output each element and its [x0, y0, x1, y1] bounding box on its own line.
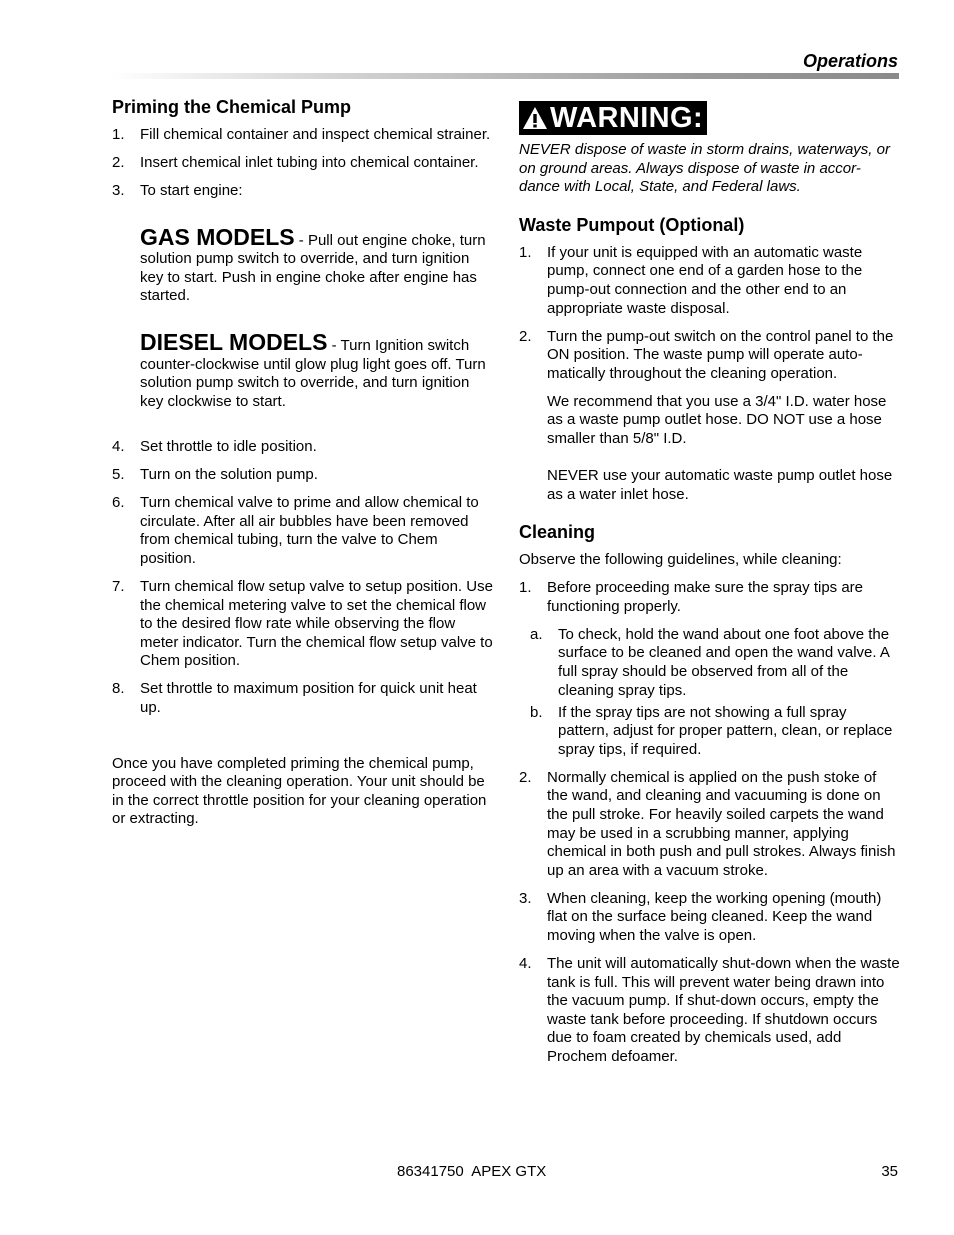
list-number: 4.: [112, 438, 125, 456]
list-number: 1.: [112, 126, 125, 143]
list-text: If your unit is equipped with an automatic waste pump, connect one end of a garden hose to the pump-out connection and the other end to an appropriate waste disposal.: [547, 243, 863, 317]
list-text: Turn chemical flow setup valve to setup position. Use the chemical metering valve to set the chemical flow to the desired flow rate while observing the flow meter indicator. Turn the chemical flow setup valve to Chem position.: [140, 578, 493, 670]
diesel-models-text: - Turn Ignition switch counter-clockwise until glow plug light goes off. Turn solution pump switch to override, and turn ignition key clockwise to start.: [140, 336, 486, 410]
list-item: [112, 680, 496, 717]
footer-document-id: 86341750 APEX GTX: [397, 1163, 547, 1180]
list-item: [112, 182, 496, 201]
list-text: When cleaning, keep the working opening (mouth) flat on the surface being cleaned. Keep the wand moving when the valve is open.: [547, 889, 882, 944]
list-item: [112, 466, 496, 485]
list-number: 2.: [112, 153, 125, 171]
warning-label: WARNING:: [550, 102, 704, 134]
gas-models-block: [112, 223, 496, 306]
header-rule: [112, 73, 899, 79]
list-text: To start engine:: [140, 181, 243, 199]
list-number: 1.: [519, 243, 532, 261]
list-item: [519, 955, 901, 1067]
sub-list-letter: a.: [530, 625, 543, 643]
list-text: Set throttle to maximum position for quick unit heat up.: [140, 680, 477, 716]
list-number: 1.: [519, 579, 532, 597]
list-number: 5.: [112, 466, 125, 484]
cleaning-intro: Observe the following guidelines, while cleaning:: [519, 551, 842, 569]
waste-pumpout-heading: Waste Pumpout (Optional): [519, 214, 745, 235]
diesel-models-block: [112, 328, 496, 411]
list-item: [112, 438, 496, 457]
list-number: 2.: [519, 327, 532, 345]
warning-banner: [519, 101, 707, 135]
sub-list-item: [519, 626, 901, 700]
diesel-models-label: DIESEL MODELS: [140, 328, 328, 355]
warning-text: NEVER dispose of waste in storm drains, waterways, or on ground areas. Always dispose of waste in accor-dance with Local, State, and Federal laws.: [519, 141, 890, 196]
list-number: 7.: [112, 578, 125, 596]
list-number: 3.: [112, 181, 125, 199]
closing-paragraph: Once you have completed priming the chemical pump, proceed with the cleaning operation. Your unit should be in the correct throttle position for your cleaning operation or extracting.: [112, 754, 487, 828]
list-number: 6.: [112, 494, 125, 512]
right-column: [519, 101, 901, 1076]
hose-warning: NEVER use your automatic waste pump outlet hose as a water inlet hose.: [547, 467, 893, 503]
list-text: Insert chemical inlet tubing into chemical container.: [140, 153, 479, 171]
list-text: Set throttle to idle position.: [140, 438, 317, 456]
list-item: [519, 244, 901, 318]
sub-list-item: [519, 704, 901, 760]
sub-list-text: To check, hold the wand about one foot above the surface to be cleaned and open the wand valve. A full spray should be observed from all of the cleaning spray tips.: [558, 625, 890, 699]
list-number: 8.: [112, 680, 125, 698]
list-text: Before proceeding make sure the spray tips are functioning properly.: [547, 579, 864, 615]
sub-list-letter: b.: [530, 703, 543, 721]
list-text: Normally chemical is applied on the push stoke of the wand, and cleaning and vacuuming is done on the pull stroke. For heavily soiled carpets the wand may be used in a scrubbing manner, applying chemical in both push and pull strokes. Always finish up an area with a vacuum stroke.: [547, 768, 896, 879]
sub-list-text: If the spray tips are not showing a full spray pattern, adjust for proper pattern, clean, or replace spray tips, if required.: [558, 703, 893, 758]
gas-models-text: - Pull out engine choke, turn solution pump switch to override, and turn ignition key to start. Push in engine choke after engine has started.: [140, 231, 486, 305]
priming-heading: Priming the Chemical Pump: [112, 97, 352, 117]
list-item: [519, 769, 901, 881]
list-item: [519, 328, 901, 384]
list-number: 4.: [519, 954, 532, 972]
list-item: [112, 154, 496, 173]
gas-models-label: GAS MODELS: [140, 223, 295, 250]
list-text: Turn on the solution pump.: [140, 466, 318, 484]
list-text: The unit will automatically shut-down when the waste tank is full. This will prevent water being drawn into the vacuum pump. If shut-down occurs, empty the waste tank before proceeding. If shutdown occurs due to foam created by chemicals used, add Prochem defoamer.: [547, 954, 900, 1065]
hose-recommendation: We recommend that you use a 3/4" I.D. water hose as a waste pump outlet hose. DO NOT use a hose smaller than 5/8" I.D.: [547, 392, 887, 447]
warning-triangle-icon: [522, 106, 548, 130]
list-item: [519, 890, 901, 946]
list-text: Turn the pump-out switch on the control panel to the ON position. The waste pump will operate auto-matically throughout the cleaning operation.: [547, 327, 894, 382]
left-column: [112, 96, 496, 829]
list-item: [112, 578, 496, 671]
list-number: 3.: [519, 889, 532, 907]
list-item: [112, 494, 496, 568]
list-item: [112, 126, 496, 145]
list-text: Fill chemical container and inspect chemical strainer.: [140, 126, 491, 143]
cleaning-heading: Cleaning: [519, 522, 596, 543]
list-number: 2.: [519, 768, 532, 786]
section-title: Operations: [802, 51, 898, 71]
page-number: 35: [881, 1163, 898, 1180]
list-text: Turn chemical valve to prime and allow chemical to circulate. After all air bubbles have been removed from chemical tubing, turn the valve to Chem position.: [140, 494, 479, 568]
list-item: [519, 579, 901, 616]
